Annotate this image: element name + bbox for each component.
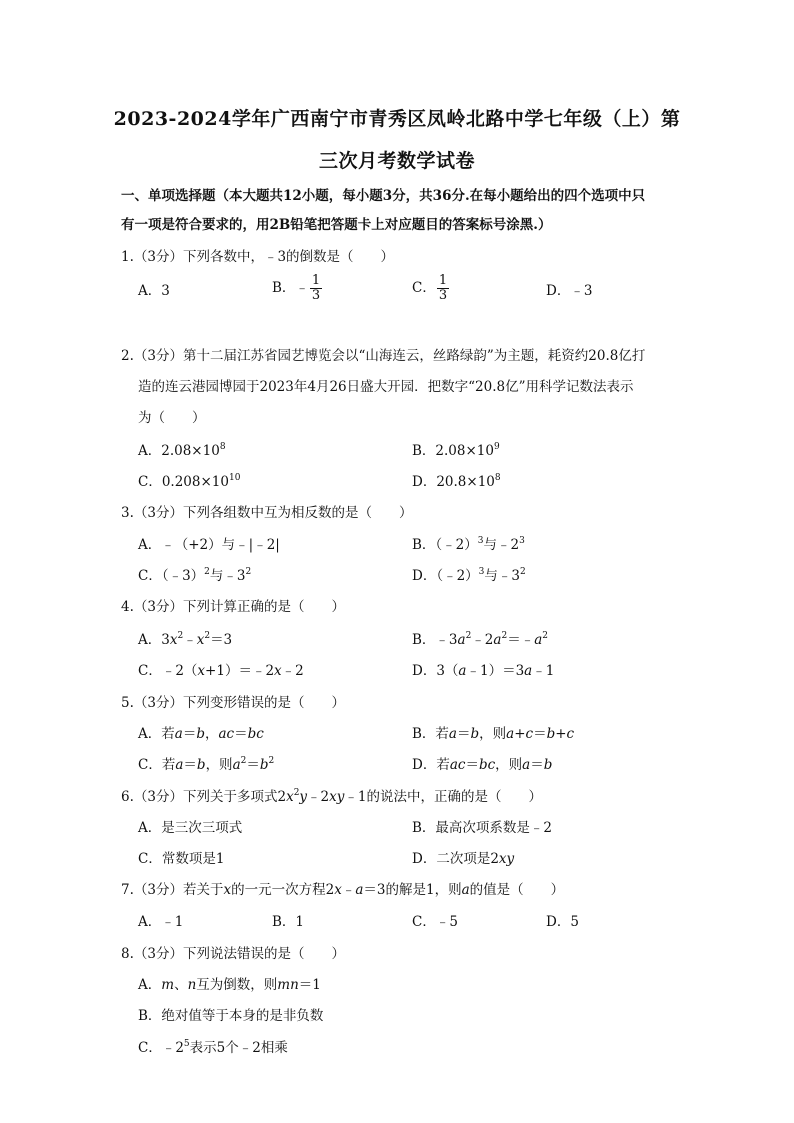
q4-option-a: A．$3x^2﹣x^2=3$	[138, 631, 233, 648]
q5-option-a: A．若a＝b，ac＝bc	[138, 726, 264, 742]
q6-option-c: C．常数项是1	[138, 851, 225, 867]
q2-option-a: A．$2.08\times 10^8$	[138, 442, 226, 459]
q1-c-fraction: $\frac{1}{3}$	[438, 273, 448, 303]
q1-stem: 1.（3分）下列各数中，﹣3的倒数是（ ）	[121, 249, 395, 265]
q2-option-c: C．$0.208\times 10^{10}$	[138, 473, 241, 490]
q8-option-b: B．绝对值等于本身的是非负数	[138, 1008, 324, 1024]
q1-option-c: C． $\frac{1}{3}$	[412, 273, 448, 303]
q5-option-c: C．若a＝b，则$a^2=b^2$	[138, 756, 275, 773]
q4-stem: 4.（3分）下列计算正确的是（ ）	[121, 599, 345, 615]
q4-option-d: D．3（a﹣1）＝3a﹣1	[412, 663, 555, 679]
q1-option-b: B．﹣ $\frac{1}{3}$	[272, 273, 321, 303]
q2-stem-line2: 造的连云港园博园于2023年4月26日盛大开园．把数字“20.8亿”用科学记数法表示	[138, 379, 634, 395]
exam-title-line2: 三次月考数学试卷	[318, 150, 475, 172]
q2-stem-line3: 为（ ）	[138, 410, 206, 426]
q7-option-c: C．﹣5	[412, 914, 458, 930]
q1-option-a: A．3	[138, 283, 170, 299]
q5-stem: 5.（3分）下列变形错误的是（ ）	[121, 695, 345, 711]
q7-option-b: B．1	[272, 914, 305, 930]
q7-option-d: D．5	[546, 914, 579, 930]
q2-stem-line1: 2.（3分）第十二届江苏省园艺博览会以“山海连云，丝路绿韵”为主题，耗资约20.8亿打	[121, 348, 646, 364]
q3-option-b: B．（﹣2）$^3$与$﹣2^3$	[412, 536, 525, 553]
q6-stem: 6.（3分）下列关于多项式$2x^2y﹣2xy﹣1$的说法中，正确的是（ ）	[121, 788, 542, 805]
section-heading-line2: 有一项是符合要求的，用2B铅笔把答题卡上对应题目的答案标号涂黑.）	[121, 217, 552, 233]
section-heading	[121, 182, 681, 240]
q8-option-a: A．m、n互为倒数，则mn＝1	[138, 977, 321, 993]
q7-stem: 7.（3分）若关于x的一元一次方程2x﹣a＝3的解是1，则a的值是（ ）	[121, 882, 565, 898]
q2-option-d: D．$20.8\times 10^8$	[412, 473, 501, 490]
q3-option-a: A．﹣（+2）与﹣|﹣2|	[138, 537, 280, 553]
q8-option-c: C．$﹣2^5$表示5个﹣2相乘	[138, 1039, 288, 1056]
q6-option-a: A．是三次三项式	[138, 820, 243, 836]
q6-option-b: B．最高次项系数是﹣2	[412, 820, 553, 836]
q5-option-d: D．若ac＝bc，则a＝b	[412, 757, 553, 773]
q3-option-d: D．（﹣2）$^3$与$﹣3^2$	[412, 567, 526, 584]
q1-option-d: D．﹣3	[546, 283, 593, 299]
q7-option-a: A．﹣1	[138, 914, 184, 930]
q2-option-b: B．$2.08\times 10^9$	[412, 442, 500, 459]
q4-option-b: B．$﹣3a^2﹣2a^2=﹣a^2$	[412, 631, 548, 648]
q1-b-fraction: $\frac{1}{3}$	[311, 273, 321, 303]
q5-option-b: B．若a＝b，则a+c＝b+c	[412, 726, 575, 742]
q4-option-c: C．﹣2（x+1）＝﹣2x﹣2	[138, 663, 304, 679]
exam-title-line1: 2023-2024学年广西南宁市青秀区凤岭北路中学七年级（上）第	[113, 108, 681, 130]
q6-option-d: D．二次项是2xy	[412, 851, 515, 867]
q8-stem: 8.（3分）下列说法错误的是（ ）	[121, 946, 345, 962]
q3-stem: 3.（3分）下列各组数中互为相反数的是（ ）	[121, 505, 413, 521]
section-heading-line1: 一、单项选择题（本大题共12小题，每小题3分，共36分.在每小题给出的四个选项中只	[121, 188, 646, 204]
q3-option-c: C．（﹣3）$^2$与$﹣3^2$	[138, 567, 252, 584]
